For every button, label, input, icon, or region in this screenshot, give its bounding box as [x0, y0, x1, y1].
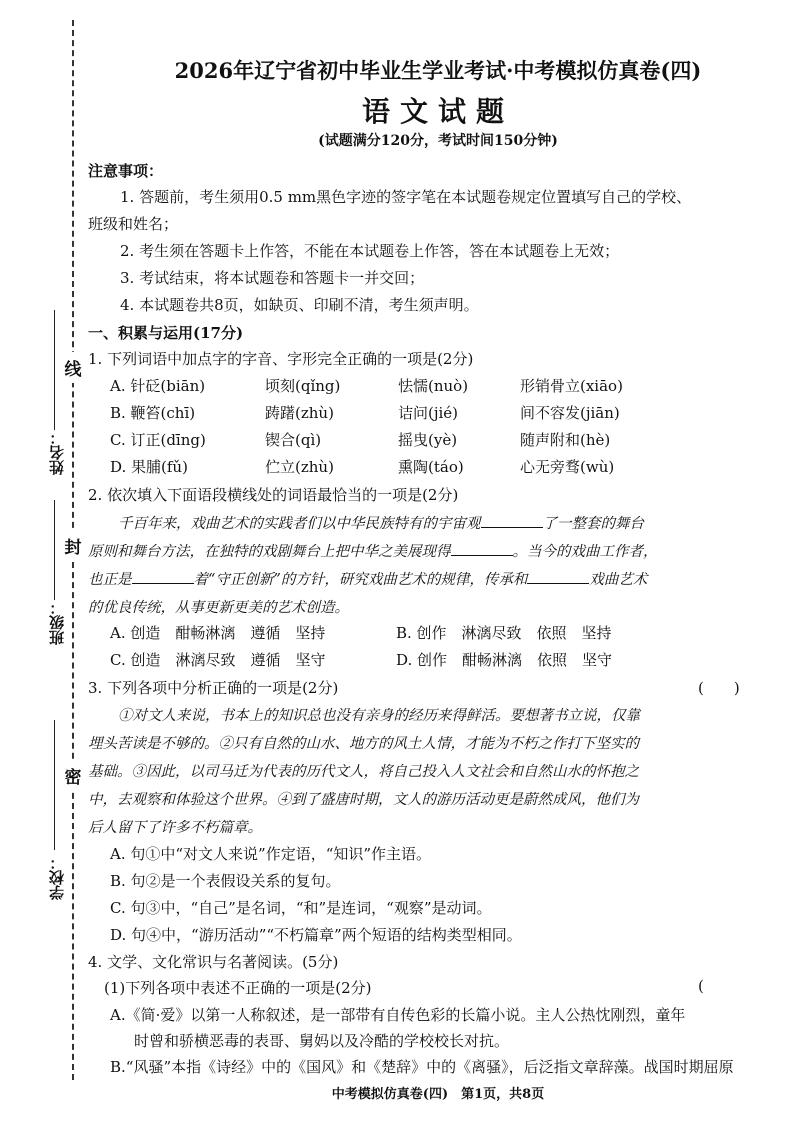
- option-word: A. 针砭(biān): [110, 377, 206, 395]
- question-3-passage-line: ①对文人来说，书本上的知识总也没有亲身的经历来得鲜活。要想著书立说，仅靠: [118, 708, 640, 724]
- option-word: 心无旁骛(wù): [520, 458, 615, 476]
- question-2-passage-line: 原则和舞台方法，在独特的戏剧舞台上把中华之美展现得 。当今的戏曲工作者，: [88, 540, 658, 561]
- question-4-sub1: (1)下列各项中表述不正确的一项是(2分): [104, 979, 372, 997]
- answer-paren[interactable]: (: [698, 977, 704, 995]
- question-3-option: B. 句②是一个表假设关系的复句。: [110, 872, 341, 890]
- notice-item: 班级和姓名；: [88, 215, 179, 233]
- option-word: 熏陶(táo): [398, 458, 464, 476]
- class-field-line[interactable]: [54, 500, 55, 600]
- question-2-option: C. 创造 淋漓尽致 遵循 坚守: [110, 651, 326, 669]
- option-word: 顷刻(qǐng): [265, 377, 341, 395]
- question-2-option: A. 创造 酣畅淋漓 遵循 坚持: [110, 624, 326, 642]
- binding-strip: [0, 0, 90, 1134]
- page-footer: 中考模拟仿真卷(四) 第1页，共8页: [331, 1087, 545, 1102]
- option-word: D. 果脯(fǔ): [110, 458, 188, 476]
- option-word: 锲合(qì): [265, 431, 322, 449]
- fill-blank[interactable]: [132, 569, 194, 584]
- binding-char-line: 线: [62, 352, 84, 383]
- question-4-option: 时曾和骄横恶毒的表哥、舅妈以及冷酷的学校校长对抗。: [134, 1032, 510, 1050]
- question-2-option: D. 创作 酣畅淋漓 依照 坚守: [396, 651, 613, 669]
- notice-item: 1. 答题前，考生须用0.5 mm黑色字迹的签字笔在本试题卷规定位置填写自己的学校、: [120, 188, 692, 206]
- question-3-passage-line: 基础。③因此，以司马迁为代表的历代文人，将自己投入人文社会和自然山水的怀抱之: [88, 764, 639, 780]
- question-3-option: C. 句③中，“自己”是名词，“和”是连词，“观察”是动词。: [110, 899, 492, 917]
- question-4-option: A.《简·爱》以第一人称叙述，是一部带有自传色彩的长篇小说。主人公热忱刚烈，童年: [110, 1006, 686, 1024]
- binding-char-secret: 密: [62, 760, 84, 791]
- question-3-passage-line: 中，去观察和体验这个世界。④到了盛唐时期，文人的游历活动更是蔚然成风，他们为: [88, 792, 639, 808]
- option-word: C. 订正(dīng): [110, 431, 206, 449]
- question-2-passage-line: 千百年来，戏曲艺术的实践者们以中华民族特有的宇宙观 了一整套的舞台: [118, 512, 644, 533]
- fill-blank[interactable]: [451, 541, 513, 556]
- exam-page: [88, 0, 788, 1134]
- option-word: 踌躇(zhù): [265, 404, 334, 422]
- school-field-label: 学校：: [48, 855, 66, 900]
- question-3-stem: 3. 下列各项中分析正确的一项是(2分): [88, 679, 339, 697]
- question-4-stem: 4. 文学、文化常识与名著阅读。(5分): [88, 953, 339, 971]
- option-word: 诘问(jié): [398, 404, 459, 422]
- option-word: 摇曳(yè): [398, 431, 458, 449]
- notice-item: 4. 本试题卷共8页，如缺页、印刷不清，考生须声明。: [120, 296, 479, 314]
- name-field-line[interactable]: [54, 310, 55, 430]
- question-3-option: D. 句④中，“游历活动”“不朽篇章”两个短语的结构类型相同。: [110, 926, 522, 944]
- question-2-stem: 2. 依次填入下面语段横线处的词语最恰当的一项是(2分): [88, 486, 459, 504]
- option-word: 怯懦(nuò): [398, 377, 469, 395]
- binding-char-seal: 封: [62, 530, 84, 561]
- question-3-passage-line: 埋头苦读是不够的。②只有自然的山水、地方的风土人情，才能为不朽之作打下坚实的: [88, 736, 639, 752]
- question-3-passage-line: 后人留下了许多不朽篇章。: [88, 820, 262, 836]
- subject-title: 语文试题: [361, 95, 514, 128]
- notice-item: 2. 考生须在答题卡上作答，不能在本试题卷上作答，答在本试题卷上无效；: [120, 242, 620, 260]
- option-word: 间不容发(jiān): [520, 404, 620, 422]
- question-2-passage-line: 的优良传统，从事更新更美的艺术创造。: [88, 600, 349, 616]
- exam-meta: (试题满分120分，考试时间150分钟): [318, 133, 558, 149]
- question-2-option: B. 创作 淋漓尽致 依照 坚持: [396, 624, 612, 642]
- option-word: B. 鞭笞(chī): [110, 404, 196, 422]
- question-4-option: B.“风骚”本指《诗经》中的《国风》和《楚辞》中的《离骚》，后泛指文章辞藻。战国时期屈原: [110, 1058, 734, 1076]
- fill-blank[interactable]: [527, 569, 589, 584]
- class-field-label: 班级：: [48, 600, 66, 645]
- notice-heading: 注意事项：: [88, 162, 164, 180]
- question-3-option: A. 句①中“对文人来说”作定语，“知识”作主语。: [110, 845, 432, 863]
- question-2-passage-line: 也正是 着“守正创新”的方针，研究戏曲艺术的规律，传承和 戏曲艺术: [88, 568, 647, 589]
- section-heading: 一、积累与运用(17分): [88, 324, 244, 342]
- question-1-stem: 1. 下列词语中加点字的字音、字形完全正确的一项是(2分): [88, 350, 474, 368]
- option-word: 随声附和(hè): [520, 431, 611, 449]
- option-word: 伫立(zhù): [265, 458, 334, 476]
- name-field-label: 姓名：: [48, 430, 66, 475]
- option-word: 形销骨立(xiāo): [520, 377, 623, 395]
- school-field-line[interactable]: [54, 720, 55, 850]
- answer-paren[interactable]: ( ): [698, 679, 740, 697]
- exam-title: 2026年辽宁省初中毕业生学业考试·中考模拟仿真卷(四): [174, 58, 702, 83]
- fill-blank[interactable]: [481, 513, 543, 528]
- notice-item: 3. 考试结束，将本试题卷和答题卡一并交回；: [120, 269, 425, 287]
